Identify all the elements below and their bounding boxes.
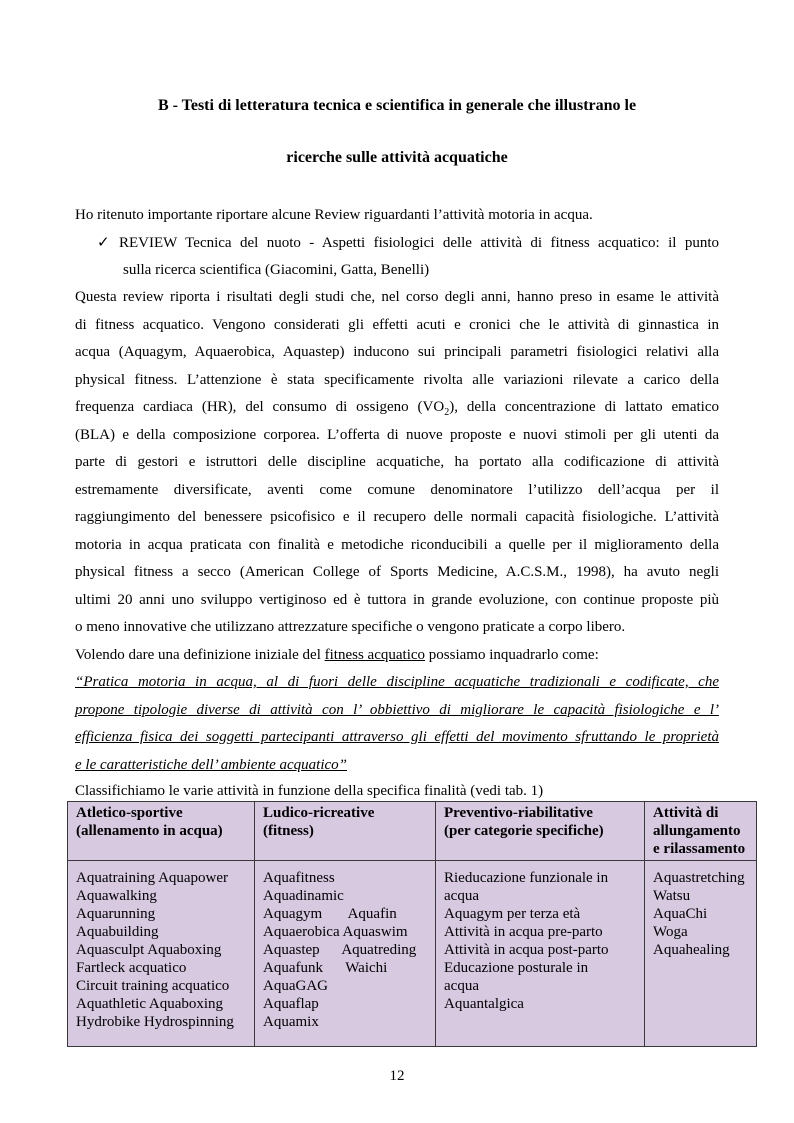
table-header-row — [68, 802, 757, 861]
list-item: Aquagym Aquafin — [263, 906, 397, 922]
list-item: Aquamix — [263, 1014, 319, 1030]
header-text: (allenamento in acqua) — [76, 823, 223, 839]
checkmark-icon: ✓ — [97, 235, 110, 251]
col-allungamento-rilassamento — [645, 861, 757, 1047]
quote-line: propone tipologie diverse di attività con l’ obbiettivo di migliorare le capacità fisiologiche e l’ — [75, 702, 719, 718]
header-allungamento-rilassamento — [645, 802, 757, 861]
list-item: Aquafitness — [263, 870, 335, 886]
list-item: AquaGAG — [263, 978, 328, 994]
paragraph-line: raggiungimento del benessere psicofisico e il recupero delle normali capacità fisiologiche. L’attività — [75, 509, 719, 525]
list-item: Aquatraining Aquapower — [76, 870, 229, 886]
review-title-line2: sulla ricerca scientifica (Giacomini, Gatta, Benelli) — [123, 262, 430, 278]
list-item: Aquafunk Waichi — [263, 960, 388, 976]
paragraph-line: estremamente diversificate, aventi come comune denominatore l’utilizzo dell’acqua per il — [75, 482, 719, 498]
list-item: Aquastep Aquatreding — [263, 942, 417, 958]
list-item: Aquabuilding — [76, 924, 159, 940]
list-item: Circuit training acquatico — [76, 978, 230, 994]
list-item: Aquaflap — [263, 996, 319, 1012]
page-number: 12 — [389, 1068, 405, 1084]
col-ludico-ricreative — [255, 861, 436, 1047]
header-text: Atletico-sportive — [76, 805, 183, 821]
section-heading-line2: ricerche sulle attività acquatiche — [286, 149, 508, 166]
header-text: e rilassamento — [653, 841, 746, 857]
paragraph-line: physical fitness. L’attenzione è stata specificamente rivolta alle variazioni rilevate a carico della — [75, 372, 719, 388]
header-text: Ludico-ricreative — [263, 805, 375, 821]
paragraph-line: Questa review riporta i risultati degli studi che, nel corso degli anni, hanno preso in esame le attività — [75, 289, 719, 305]
header-text: allungamento — [653, 823, 741, 839]
list-item: Attività in acqua post-parto — [444, 942, 609, 958]
paragraph-line: physical fitness a secco (American College of Sports Medicine, A.C.S.M., 1998), ha avuto negli — [75, 564, 719, 580]
paragraph-line — [75, 398, 719, 416]
review-title-line1 — [97, 234, 719, 252]
paragraph-line: di fitness acquatico. Vengono considerati gli effetti acuti e cronici che le attività di ginnastica in — [75, 317, 719, 333]
activity-classification-table — [67, 801, 757, 1047]
list-item: Aquaerobica Aquaswim — [263, 924, 408, 940]
header-text: Attività di — [653, 805, 719, 821]
list-item: Aquawalking — [76, 888, 157, 904]
paragraph-line: motoria in acqua praticata con finalità e metodiche riconducibili a quelle per il miglioramento della — [75, 537, 719, 553]
col-preventivo-riabilitative — [436, 861, 645, 1047]
list-item: Rieducazione funzionale in — [444, 870, 609, 886]
quote-line: “Pratica motoria in acqua, al di fuori delle discipline acquatiche tradizionali e codificate, che — [75, 674, 719, 690]
intro-text: Ho ritenuto importante riportare alcune Review riguardanti l’attività motoria in acqua. — [75, 207, 593, 223]
paragraph-line: parte di gestori e istruttori delle discipline acquatiche, ha portato alla codificazione di attività — [75, 454, 719, 470]
definition-text: Volendo dare una definizione iniziale del — [75, 647, 325, 663]
header-text: Preventivo-riabilitative — [444, 805, 593, 821]
paragraph-line: (BLA) e della composizione corporea. L’offerta di nuove proposte e nuovi stimoli per gli utenti da — [75, 427, 719, 443]
list-item: Fartleck acquatico — [76, 960, 187, 976]
header-ludico-ricreative — [255, 802, 436, 861]
list-item: acqua — [444, 978, 479, 994]
list-item: Aquadinamic — [263, 888, 344, 904]
section-heading-line1: B - Testi di letteratura tecnica e scientifica in generale che illustrano le — [157, 97, 637, 114]
definition-line — [75, 646, 719, 664]
list-item: acqua — [444, 888, 479, 904]
list-item: Attività in acqua pre-parto — [444, 924, 603, 940]
definition-text: possiamo inquadrarlo come: — [425, 647, 599, 663]
paragraph-line: o meno innovative che utilizzano attrezzature specifiche o vengono praticate a corpo libero. — [75, 619, 626, 635]
fitness-term: fitness acquatico — [324, 647, 426, 663]
paragraph-text: ), della concentrazione di lattato ematico — [449, 399, 719, 415]
list-item: Aquagym per terza età — [444, 906, 581, 922]
table-row — [68, 861, 757, 1047]
list-item: AquaChi — [653, 906, 708, 922]
quote-line: efficienza fisica dei soggetti partecipanti attraverso gli effetti del movimento sfruttando le proprietà — [75, 729, 719, 745]
header-atletico-sportive — [68, 802, 255, 861]
list-item: Aquantalgica — [444, 996, 524, 1012]
paragraph-text: frequenza cardiaca (HR), del consumo di ossigeno (VO — [75, 399, 445, 415]
paragraph-line: acqua (Aquagym, Aquaerobica, Aquastep) inducono sui principali parametri fisiologici relativi alla — [75, 344, 719, 360]
list-item: Woga — [653, 924, 688, 940]
list-item: Aquasculpt Aquaboxing — [76, 942, 222, 958]
subscript-2: 2 — [444, 407, 450, 418]
header-text: (fitness) — [263, 823, 314, 839]
review-title-text: REVIEW Tecnica del nuoto - Aspetti fisiologici delle attività di fitness acquatico: il punto — [119, 235, 719, 251]
header-preventivo-riabilitative — [436, 802, 645, 861]
list-item: Aquastretching — [653, 870, 745, 886]
col-atletico-sportive — [68, 861, 255, 1047]
list-item: Watsu — [653, 888, 691, 904]
list-item: Educazione posturale in — [444, 960, 589, 976]
list-item: Aquahealing — [653, 942, 730, 958]
classification-intro: Classifichiamo le varie attività in funzione della specifica finalità (vedi tab. 1) — [75, 783, 544, 799]
list-item: Aquathletic Aquaboxing — [76, 996, 224, 1012]
header-text: (per categorie specifiche) — [444, 823, 604, 839]
paragraph-line: ultimi 20 anni uno sviluppo vertiginoso ed è tuttora in grande evoluzione, con continue proposte più — [75, 592, 719, 608]
list-item: Hydrobike Hydrospinning — [76, 1014, 234, 1030]
quote-line: e le caratteristiche dell’ ambiente acquatico” — [75, 757, 348, 773]
list-item: Aquarunning — [76, 906, 156, 922]
